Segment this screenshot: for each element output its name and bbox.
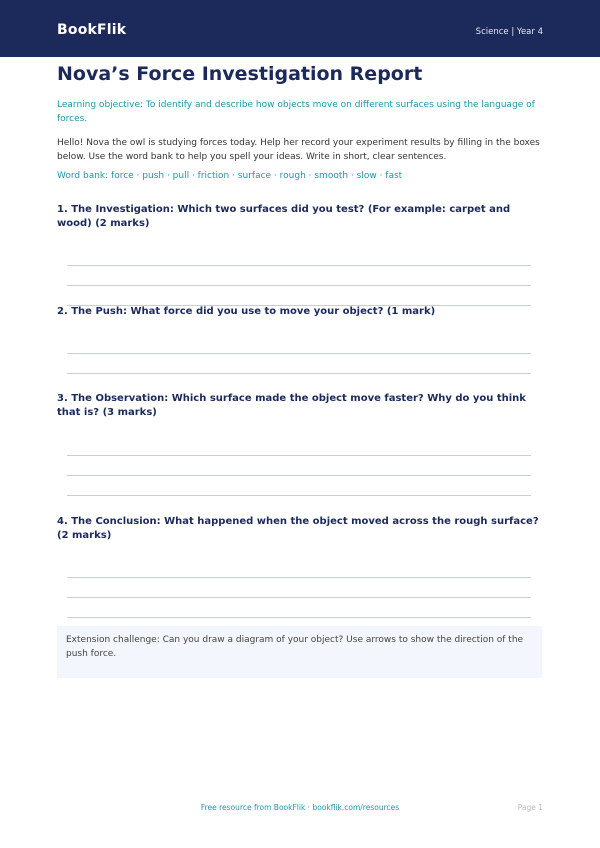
answer-line[interactable]: [67, 373, 531, 374]
answer-line[interactable]: [67, 455, 531, 456]
answer-line[interactable]: [67, 265, 531, 266]
page-title: Nova’s Force Investigation Report: [57, 63, 423, 85]
page-number: Page 1: [517, 803, 543, 812]
header-bar: [0, 0, 600, 57]
learning-objective: Learning objective: To identify and describe how objects move on different surfaces using the language of forces.: [57, 100, 535, 124]
answer-line[interactable]: [67, 475, 531, 476]
question-3: 3. The Observation: Which surface made the object move faster? Why do you think that is? (3 marks): [57, 393, 526, 418]
answer-line[interactable]: [67, 495, 531, 496]
answer-line[interactable]: [67, 353, 531, 354]
brand-logo: BookFlik: [57, 22, 127, 38]
answer-line[interactable]: [67, 617, 531, 618]
footer-credit: Free resource from BookFlik · bookflik.com/resources: [200, 803, 400, 812]
extension-challenge: Extension challenge: Can you draw a diagram of your object? Use arrows to show the direction of the push force.: [57, 626, 542, 678]
subject-year-label: Science | Year 4: [475, 27, 543, 37]
intro-text: Hello! Nova the owl is studying forces today. Help her record your experiment results by filling in the boxes below. Use the word bank to help you spell your ideas. Write in short, clear sentences.: [57, 138, 540, 162]
answer-line[interactable]: [67, 597, 531, 598]
answer-line[interactable]: [67, 577, 531, 578]
answer-line[interactable]: [67, 285, 531, 286]
word-bank: Word bank: force · push · pull · friction · surface · rough · smooth · slow · fast: [57, 171, 403, 181]
question-2: 2. The Push: What force did you use to move your object? (1 mark): [57, 306, 436, 317]
question-4: 4. The Conclusion: What happened when the object moved across the rough surface? (2 marks): [57, 516, 539, 541]
question-1: 1. The Investigation: Which two surfaces did you test? (For example: carpet and wood) (2 marks): [57, 204, 511, 229]
